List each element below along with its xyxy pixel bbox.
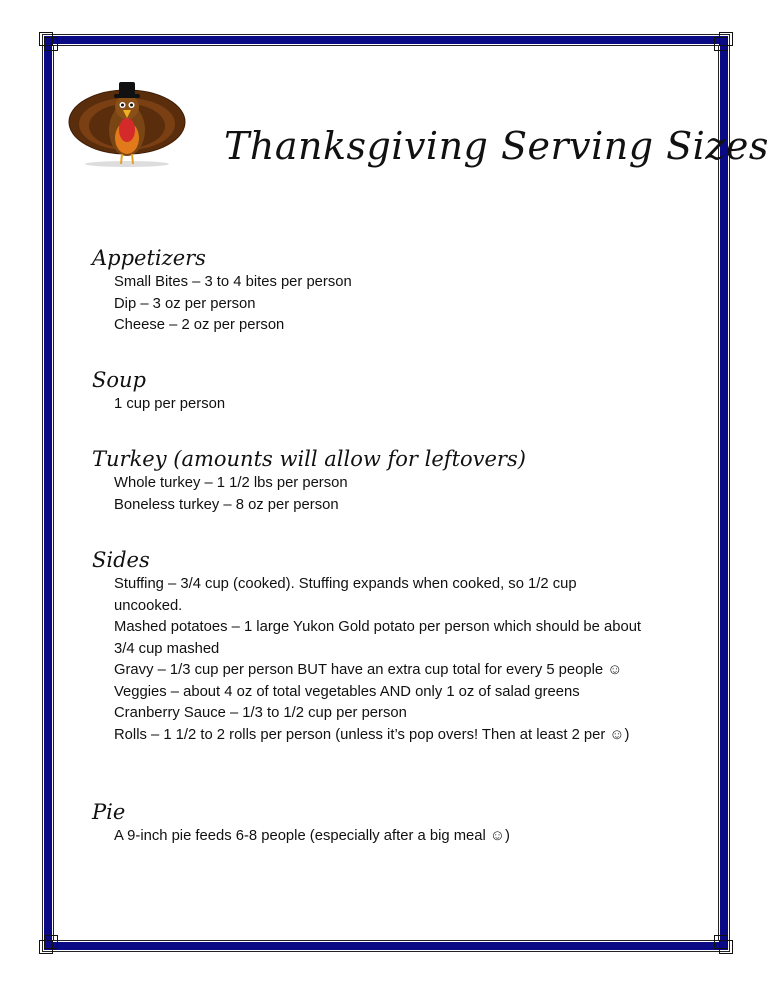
section-soup xyxy=(92,366,225,416)
list-item: Veggies – about 4 oz of total vegetables AND only 1 oz of salad greens xyxy=(114,683,580,700)
section-heading: Sides xyxy=(92,548,150,572)
turkey-pilgrim-hat-icon xyxy=(66,72,188,168)
list-item: Rolls – 1 1/2 to 2 rolls per person (unless it’s pop overs! Then at least 2 per ☺) xyxy=(114,726,630,743)
list-item: Whole turkey – 1 1/2 lbs per person xyxy=(114,475,348,491)
list-item: 3/4 cup mashed xyxy=(114,640,220,657)
list-item: 1 cup per person xyxy=(114,396,226,412)
section-heading: Appetizers xyxy=(92,246,206,270)
page-title: Thanksgiving Serving Sizes xyxy=(224,124,769,168)
section-pie xyxy=(92,798,510,848)
list-item: Cheese – 2 oz per person xyxy=(114,317,285,333)
list-item: uncooked. xyxy=(114,597,183,614)
list-item: Stuffing – 3/4 cup (cooked). Stuffing expands when cooked, so 1/2 cup xyxy=(114,576,577,592)
section-sides xyxy=(92,546,641,746)
list-item: Small Bites – 3 to 4 bites per person xyxy=(114,274,352,290)
list-item: Cranberry Sauce – 1/3 to 1/2 cup per person xyxy=(114,705,407,721)
section-appetizers xyxy=(92,244,352,337)
section-heading: Pie xyxy=(92,800,126,824)
section-heading: Turkey (amounts will allow for leftovers) xyxy=(92,447,526,471)
list-item: A 9-inch pie feeds 6-8 people (especially after a big meal ☺) xyxy=(114,828,510,844)
section-turkey xyxy=(92,445,526,516)
list-item: Dip – 3 oz per person xyxy=(114,295,256,312)
section-heading: Soup xyxy=(92,368,146,392)
list-item: Boneless turkey – 8 oz per person xyxy=(114,496,339,513)
list-item: Gravy – 1/3 cup per person BUT have an extra cup total for every 5 people ☺ xyxy=(114,662,623,678)
list-item: Mashed potatoes – 1 large Yukon Gold potato per person which should be about xyxy=(114,619,642,635)
